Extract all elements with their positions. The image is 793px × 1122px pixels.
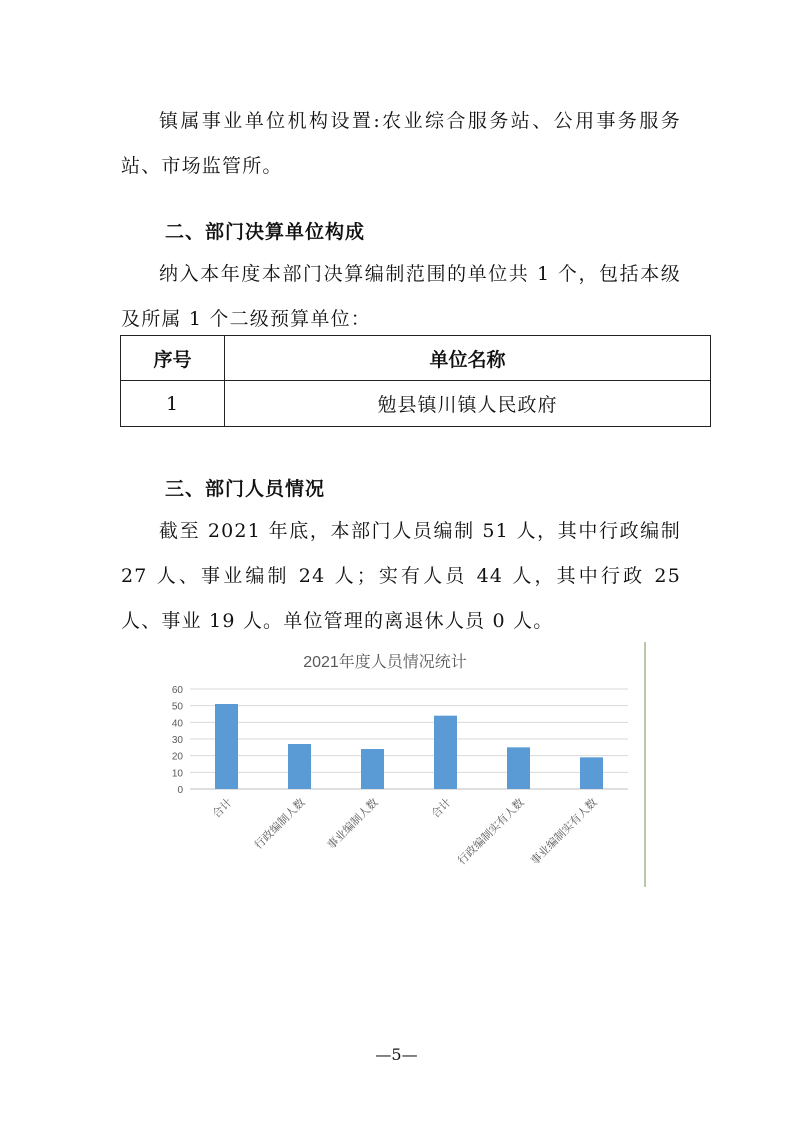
- table-cell-index: 1: [121, 381, 225, 427]
- x-category-label: 行政编制人数: [251, 795, 308, 852]
- y-tick-label: 30: [171, 735, 183, 746]
- table-header-unit-name: 单位名称: [225, 336, 711, 381]
- x-category-label: 合计: [428, 795, 454, 821]
- staffing-chart: [160, 642, 646, 887]
- paragraph-scope: 纳入本年度本部门决算编制范围的单位共 1 个，包括本级及所属 1 个二级预算单位：: [121, 263, 681, 330]
- bar: [215, 704, 238, 789]
- staffing-bar-chart: [160, 642, 644, 887]
- y-tick-label: 10: [171, 768, 183, 780]
- table-header-index: 序号: [121, 336, 225, 381]
- unit-table: [120, 335, 711, 427]
- bar: [580, 757, 603, 789]
- y-tick-label: 40: [171, 718, 183, 730]
- table-header-row: [121, 336, 711, 381]
- bar: [361, 749, 384, 789]
- y-tick-label: 20: [171, 751, 183, 763]
- paragraph-org-setup: 镇属事业单位机构设置:农业综合服务站、公用事务服务站、市场监管所。: [121, 110, 681, 177]
- section-heading-unit-composition: 二、部门决算单位构成: [165, 221, 366, 243]
- table-row: [121, 381, 711, 427]
- x-category-label: 事业编制实有人数: [528, 795, 600, 868]
- bar: [434, 716, 457, 789]
- y-tick-label: 0: [177, 785, 183, 796]
- y-tick-label: 60: [171, 685, 183, 696]
- x-category-label: 合计: [209, 795, 235, 821]
- x-category-label: 行政编制实有人数: [455, 795, 527, 868]
- chart-title: 2021年度人员情况统计: [303, 654, 467, 671]
- x-category-label: 事业编制人数: [324, 795, 381, 852]
- y-tick-label: 50: [171, 701, 183, 713]
- paragraph-staffing: 截至 2021 年底，本部门人员编制 51 人，其中行政编制 27 人、事业编制 24 人；实有人员 44 人，其中行政 25 人、事业 19 人。单位管理的离退休人员 0 人。: [121, 520, 681, 632]
- table-cell-unit-name: 勉县镇川镇人民政府: [225, 381, 711, 427]
- section-heading-staffing: 三、部门人员情况: [165, 478, 326, 500]
- bar: [288, 744, 311, 789]
- bar: [507, 747, 530, 789]
- page-number: —5—: [375, 1045, 418, 1064]
